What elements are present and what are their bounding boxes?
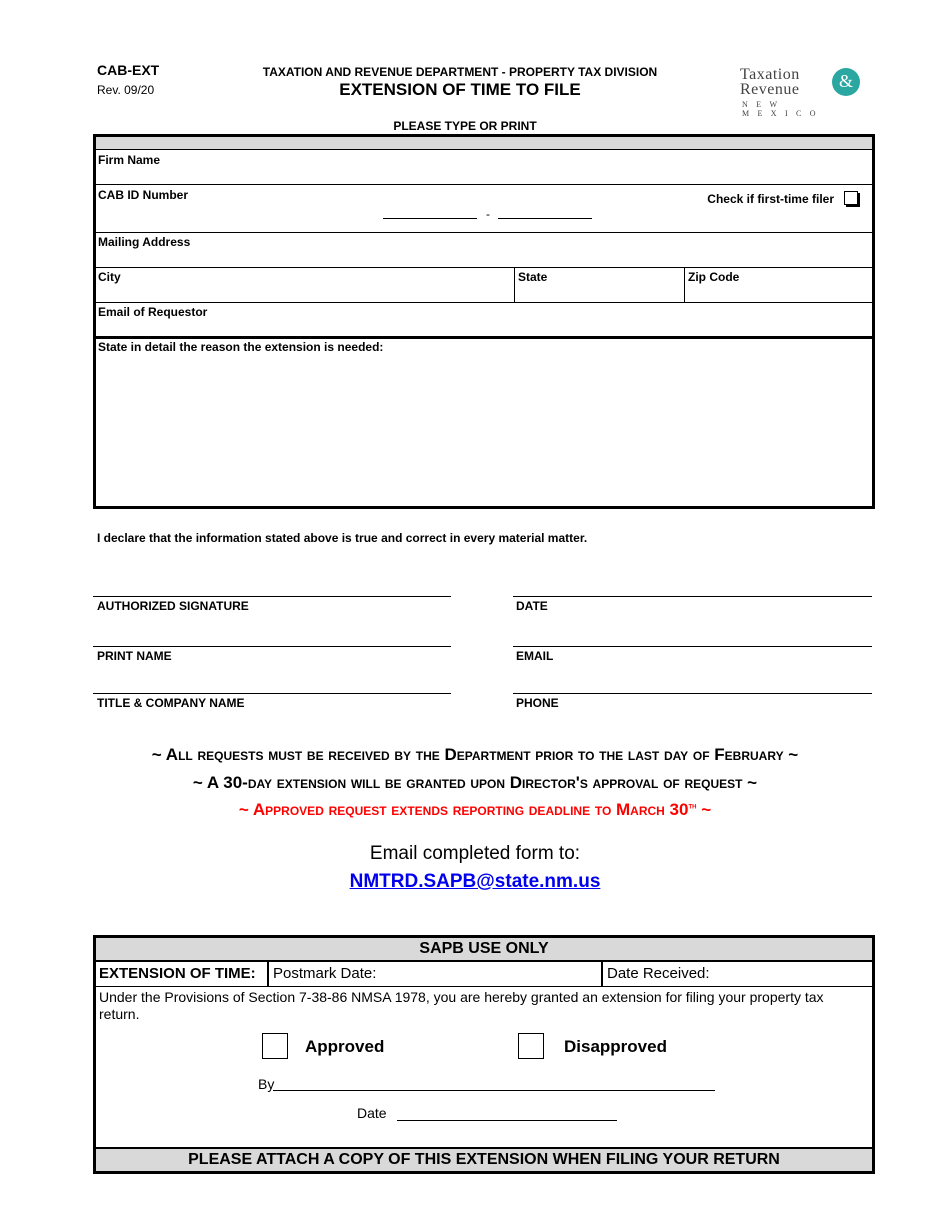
provision-text: Under the Provisions of Section 7-38-86 NMSA 1978, you are hereby granted an extension for filing your property tax return. (99, 989, 824, 1022)
cab-id-part1-input[interactable] (383, 218, 477, 219)
city-label: City (98, 270, 121, 284)
email-link[interactable]: NMTRD.SAPB@state.nm.us (349, 871, 601, 892)
firm-name-field[interactable] (96, 150, 872, 185)
signature-date-line[interactable] (513, 596, 872, 597)
sapb-divider-1 (267, 962, 269, 986)
email-requestor-field[interactable] (96, 303, 872, 339)
title-company-label: TITLE & COMPANY NAME (97, 696, 245, 710)
disapproved-checkbox[interactable] (518, 1033, 544, 1059)
authorized-signature-label: AUTHORIZED SIGNATURE (97, 599, 249, 613)
form-revision: Rev. 09/20 (97, 83, 155, 97)
date-received-field[interactable]: Date Received: (607, 965, 710, 982)
sapb-extension-row (96, 962, 872, 987)
requestor-info-form (93, 134, 875, 509)
email-requestor-label: Email of Requestor (98, 305, 208, 319)
mailing-address-field[interactable] (96, 233, 872, 268)
form-code: CAB-EXT (97, 62, 160, 78)
city-state-zip-row (96, 268, 872, 303)
first-time-filer-checkbox[interactable] (844, 191, 858, 205)
signer-phone-line[interactable] (513, 693, 872, 694)
first-time-filer-label: Check if first-time filer (707, 192, 834, 206)
cab-id-field[interactable] (96, 185, 872, 233)
postmark-date-field[interactable]: Postmark Date: (273, 965, 377, 982)
cab-id-part2-input[interactable] (498, 218, 592, 219)
notice-approved-end: ~ (696, 800, 712, 819)
zip-code-label: Zip Code (688, 270, 740, 284)
signer-phone-label: PHONE (516, 696, 559, 710)
department-name: TAXATION AND REVENUE DEPARTMENT - PROPERTY TAX DIVISION (262, 65, 658, 79)
notice-30-day-extension: ~ A 30-day extension will be granted upon Director's approval of request ~ (192, 773, 758, 792)
logo-ampersand-icon: & (832, 68, 860, 96)
mailing-address-label: Mailing Address (98, 235, 191, 249)
signer-email-label: EMAIL (516, 649, 554, 663)
form-title: EXTENSION OF TIME TO FILE (339, 80, 581, 99)
email-instruction: Email completed form to: (369, 843, 581, 864)
sapb-header: SAPB USE ONLY (96, 938, 872, 962)
notice-approved-text: ~ Approved request extends reporting deadline to March 30 (238, 800, 689, 819)
notice-deadline: ~ All requests must be received by the Department prior to the last day of February ~ (151, 745, 799, 764)
notice-superscript: th (688, 800, 697, 811)
logo-line-new-mexico: NEW MEXICO (742, 100, 824, 118)
cab-id-label: CAB ID Number (98, 188, 189, 202)
logo-line-revenue: Revenue (740, 81, 800, 98)
authorized-signature-line[interactable] (93, 596, 451, 597)
signer-email-line[interactable] (513, 646, 872, 647)
attach-copy-footer: PLEASE ATTACH A COPY OF THIS EXTENSION WHEN FILING YOUR RETURN (96, 1147, 872, 1171)
form-top-band (96, 137, 872, 150)
extension-reason-field[interactable] (96, 339, 872, 503)
approved-by-label: By (258, 1076, 275, 1092)
approval-date-line[interactable] (397, 1120, 617, 1121)
print-name-label: PRINT NAME (97, 649, 172, 663)
notice-approved-deadline (60, 800, 890, 820)
taxation-revenue-logo (740, 66, 870, 118)
approved-by-line[interactable] (273, 1090, 715, 1091)
extension-reason-label: State in detail the reason the extension is needed: (98, 340, 384, 354)
cab-id-separator: - (486, 207, 490, 221)
print-name-line[interactable] (93, 646, 451, 647)
state-label: State (518, 270, 548, 284)
firm-name-label: Firm Name (98, 153, 161, 167)
sapb-use-only-box (93, 935, 875, 1174)
title-company-line[interactable] (93, 693, 451, 694)
sapb-divider-2 (601, 962, 603, 986)
extension-of-time-label: EXTENSION OF TIME: (99, 965, 256, 982)
approved-checkbox[interactable] (262, 1033, 288, 1059)
type-or-print-instruction: PLEASE TYPE OR PRINT (393, 119, 537, 133)
city-state-divider (514, 268, 515, 302)
approved-label: Approved (305, 1037, 385, 1056)
disapproved-label: Disapproved (564, 1037, 667, 1056)
declaration-statement: I declare that the information stated above is true and correct in every material matter. (97, 531, 588, 545)
approval-date-label: Date (357, 1105, 387, 1121)
signature-date-label: DATE (516, 599, 548, 613)
state-zip-divider (684, 268, 685, 302)
logo-line-taxation: Taxation (740, 66, 800, 83)
